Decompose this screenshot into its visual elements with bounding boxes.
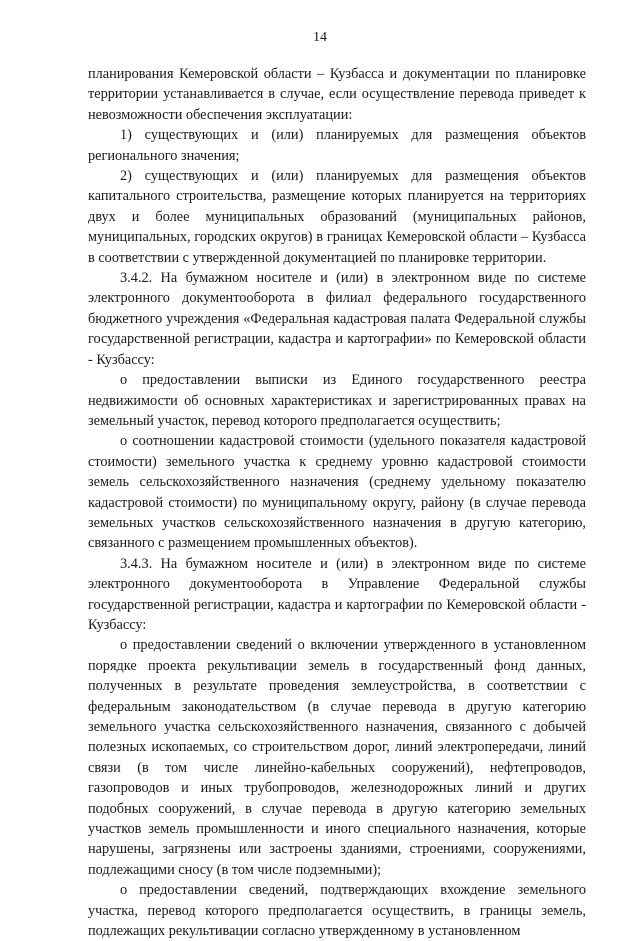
item-recultivation-project: о предоставлении сведений о включении утвержденного в установленном порядке проекта рекультивации земель в государственный фонд данных, полученных в результате проведения землеустройства, в соответствии с федеральным законодательством (в случае перевода в другую категорию земельного участка сельскохозяйственного назначения, связанного с добычей полезных ископаемых, со строительством дорог, линий электропередачи, линий связи (в том числе линейно-кабельных сооружений), нефтепроводов, газопроводов и иных трубопроводов, железнодорожных линий и других подобных сооружений, в случае перевода в другую категорию земельных участков земель промышленности и иного специального назначения, которые нарушены, загрязнены или застроены зданиями, строениями, сооружениями, подлежащими сносу (в том числе подземными); [88, 637, 586, 878]
paragraph-continuation: планирования Кемеровской области – Кузбасса и документации по планировке территории устанавливается в случае, если осуществление перевода приведет к невозможности обеспечения эксплуатации: [88, 66, 586, 123]
item-cadastral-value-ratio: о соотношении кадастровой стоимости (удельного показателя кадастровой стоимости) земельного участка к среднему уровню кадастровой стоимости земель сельскохозяйственного назначения (среднему удельному показателю кадастровой стоимости) по муниципальному округу, району (в случае перевода земельных участков сельскохозяйственного назначения в другую категорию, связанного с размещением промышленных объектов). [88, 433, 586, 552]
section-3-4-2: 3.4.2. На бумажном носителе и (или) в электронном виде по системе электронного документооборота в филиал федерального государственного бюджетного учреждения «Федеральная кадастровая палата Федеральной службы государственной регистрации, кадастра и картографии» по Кемеровской области - Кузбассу: [88, 270, 586, 368]
document-body [88, 64, 586, 941]
item-recultivation-boundaries: о предоставлении сведений, подтверждающих вхождение земельного участка, перевод которого предполагается осуществить, в границы земель, подлежащих рекультивации согласно утвержденному в установленном [88, 882, 586, 940]
section-3-4-3: 3.4.3. На бумажном носителе и (или) в электронном виде по системе электронного документооборота в Управление Федеральной службы государственной регистрации, кадастра и картографии по Кемеровской области - Кузбассу: [88, 555, 586, 633]
page-number: 14 [313, 30, 327, 45]
list-item-regional-objects: 1) существующих и (или) планируемых для размещения объектов регионального значения; [88, 127, 586, 164]
item-egrn-extract: о предоставлении выписки из Единого государственного реестра недвижимости об основных характеристиках и зарегистрированных правах на земельный участок, перевод которого предполагается осуществить; [88, 372, 586, 429]
list-item-capital-construction: 2) существующих и (или) планируемых для размещения объектов капитального строительства, размещение которых планируется на территориях двух и более муниципальных образований (муниципальных районов, муниципальных, городских округов) в границах Кемеровской области – Кузбасса в соответствии с утвержденной документацией по планировке территории. [88, 168, 586, 266]
